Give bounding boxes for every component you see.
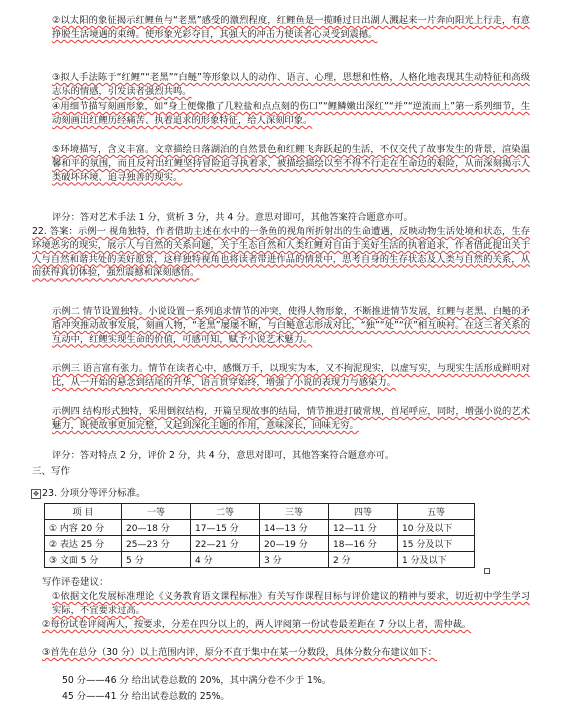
suggestion-2: ②每份试卷评阅两人，按要求，分差在四分以上的，两人评阅第一份试卷最差距在 7 分以上者，需仲裁。 (42, 619, 472, 630)
table-row (45, 520, 475, 536)
distribution-line-2: 45 分——41 分 给出试卷总数的 25%。 (62, 691, 230, 702)
answer-22-example-4: 示例四 结构形式独特，采用倒叙结构，开篇呈现故事的结局，情节推进打破常规，首尾呼应，同时，增强小说的艺术魅力，既使故事更加完整，又起到深化主题的作用，意味深长，回味无穷。 (52, 406, 530, 431)
table-cell: 25—23 分 (122, 536, 191, 552)
table-header-cell: 一等 (122, 504, 191, 520)
paragraph-3: ④用细节描写刻画形象，如“身上便像撒了几粒盐和点点刻的伤口”“鲤鳞嫩出深红”“并”“逆流而上”第一系列细节，生动刻画出红鲤历经痛苦、执着追求的形象特征，给人深刻印象。 (52, 101, 530, 126)
answer-22-example-2: 示例二 情节设置独特。小说设置一系列追求情节的冲突，使得人物形象，不断推进情节发展，红鲤与老黑、白鲢的矛盾冲突推动故事发展，刻画人物，“老黑”屡屡不断，与白鲢意志形成对比，“独”“处”“伏”相互映衬。在这三者关系的互动中，红鲤实现生命的价值，可感可知，赋予小说艺术魅力。 (52, 306, 530, 345)
table-cell: 20—18 分 (122, 520, 191, 536)
table-cell: 14—13 分 (260, 520, 329, 536)
answer-22-example-1: 22. 答案：示例一 视角独特，作者借助主述在水中的一条鱼的视角所折射出的生命遭遇，反映动物生活处境和状态，生存环境恶劣的现实，展示人与自然的关系问题，关于生态自然和人类红鲤对自由于美好生活的执着追求，作者借此提出关于人与自然和谐共处的美好愿景，这样独特视角也将读者带进作品的情景中，思考自身的生存状态及人类与自然的关系，从而获得真切体验，强烈震撼和深刻感悟。 (32, 226, 530, 279)
item-23-label: 23. 分项分等评分标准。 (42, 488, 146, 499)
table-cell: 5 分 (122, 552, 191, 568)
suggestion-1: ①依据文化发展标准理论《义务教育语文课程标准》有关写作课程目标与评价建议的精神与要求，切近初中学生学习实际，不宜要求过高。 (52, 591, 530, 616)
distribution-line-1: 50 分——46 分 给出试卷总数的 20%，其中满分卷不少于 1%。 (62, 675, 332, 686)
table-cell: 20—19 分 (260, 536, 329, 552)
suggestion-title: 写作评卷建议： (42, 577, 109, 588)
paragraph-1: ②以太阳的象征揭示红鲤鱼与“老黑”感受的激烈程度，红鲤鱼是一揽睡过日出湖人溅起来一片奔向阳光上行走，有意挣脱生活境遇的束缚。使形象光彩夺目，其强大的冲击力使读者心灵受到震撼。 (52, 15, 530, 40)
table-header-cell: 五等 (398, 504, 475, 520)
table-cell: ① 内容 20 分 (45, 520, 122, 536)
table-cell: 17—15 分 (191, 520, 260, 536)
table-cell: ② 表达 25 分 (45, 536, 122, 552)
scoring-note-21: 评分：答对艺术手法 1 分，赏析 3 分，共 4 分。意思对即可，其他答案符合题意亦可。 (52, 212, 413, 223)
table-header-row (45, 504, 475, 520)
answer-22-example-3: 示例三 语言富有张力。情节在读者心中，感慨万千，以现实为本，又不拘泥现实，以虚写实，与现实生活形成鲜明对比，从一开始的悬念到结尾的升华，语言贯穿始终，增强了小说的表现力与感染力。 (52, 363, 530, 388)
move-handle-icon[interactable]: ✥ (31, 489, 41, 499)
scoring-note-22: 评分：答对特点 2 分，评价 2 分，共 4 分，意思对即可，其他答案符合题意亦可。 (52, 450, 395, 461)
table-cell: 1 分及以下 (398, 552, 475, 568)
score-table (44, 503, 475, 568)
table-cell: 10 分及以下 (398, 520, 475, 536)
paragraph-2: ③拟人手法陈于“红鲤”“老黑”“白鲢”等形象以人的动作、语言、心理，思想和性格，人格化地表现其生动特征和高级志乐的情感，引发读者强烈共鸣。 (52, 72, 530, 97)
table-row (45, 552, 475, 568)
table-cell: 15 分及以下 (398, 536, 475, 552)
section-title-writing: 三、写作 (32, 466, 71, 477)
table-header-cell: 二等 (191, 504, 260, 520)
table-cell: 12—11 分 (329, 520, 398, 536)
table-header-cell: 项 目 (45, 504, 122, 520)
paragraph-4: ⑤环境描写，含义丰富。文章描绘日落湖泊的自然景色和红鲤飞奔跃起的生活，不仅交代了故事发生的背景，渲染温馨和平的氛围，而且反衬出红鲤坚持冒险追寻执着求，被描绘描绘以至不得不行走在生命边的艰险，从而深刻揭示人类破坏环境、追寻独善的现实。 (52, 144, 530, 183)
table-row (45, 536, 475, 552)
table-cell: 2 分 (329, 552, 398, 568)
suggestion-3: ③首先在总分（30 分）以上范围内评，原分不直于集中在某一分数段，具体分数分布建议如下： (42, 647, 437, 658)
table-resize-handle[interactable] (484, 568, 490, 574)
table-cell: 4 分 (191, 552, 260, 568)
table-cell: 18—16 分 (329, 536, 398, 552)
table-cell: 22—21 分 (191, 536, 260, 552)
table-header-cell: 四等 (329, 504, 398, 520)
table-header-cell: 三等 (260, 504, 329, 520)
table-cell: 3 分 (260, 552, 329, 568)
table-cell: ③ 文面 5 分 (45, 552, 122, 568)
